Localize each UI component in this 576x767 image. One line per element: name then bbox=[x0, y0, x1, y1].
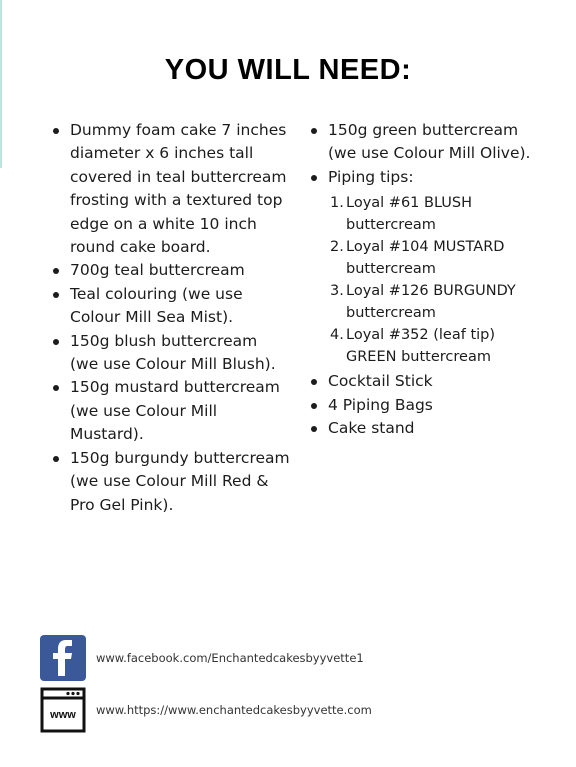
list-item: 150g blush buttercream (we use Colour Mill Blush). bbox=[50, 330, 290, 377]
tip-number: 3. bbox=[330, 283, 344, 300]
piping-tips-list bbox=[328, 193, 548, 368]
list-item: 700g teal buttercream bbox=[50, 259, 290, 282]
list-item: Cocktail Stick bbox=[308, 370, 548, 393]
tip-item bbox=[328, 325, 548, 368]
www-browser-icon[interactable] bbox=[40, 687, 86, 733]
tip-text: Loyal #61 BLUSH buttercream bbox=[346, 195, 473, 233]
list-item: 150g green buttercream (we use Colour Mill Olive). bbox=[308, 119, 548, 166]
tip-number: 2. bbox=[330, 239, 344, 256]
list-item: Cake stand bbox=[308, 417, 548, 440]
list-item: Dummy foam cake 7 inches diameter x 6 inches tall covered in teal buttercream frosting with a textured top edge on a white 10 inch round cake board. bbox=[50, 119, 290, 259]
tip-text: Loyal #352 (leaf tip) GREEN buttercream bbox=[346, 327, 496, 365]
left-item-list bbox=[50, 119, 290, 517]
piping-tips-label: Piping tips: bbox=[328, 167, 414, 186]
website-link[interactable]: www.https://www.enchantedcakesbyyvette.com bbox=[96, 703, 372, 717]
tip-item bbox=[328, 193, 548, 236]
website-row bbox=[40, 687, 372, 733]
tip-item bbox=[328, 237, 548, 280]
tip-number: 4. bbox=[330, 327, 344, 344]
tip-item bbox=[328, 281, 548, 324]
list-item: 150g mustard buttercream (we use Colour Mill Mustard). bbox=[50, 376, 290, 446]
list-item: 4 Piping Bags bbox=[308, 394, 548, 417]
tip-number: 1. bbox=[330, 195, 344, 212]
facebook-row bbox=[40, 635, 364, 681]
list-item: 150g burgundy buttercream (we use Colour Mill Red & Pro Gel Pink). bbox=[50, 447, 290, 517]
right-item-list bbox=[308, 119, 548, 440]
left-column bbox=[50, 119, 290, 517]
list-item-piping-tips bbox=[308, 166, 548, 368]
facebook-link[interactable]: www.facebook.com/Enchantedcakesbyyvette1 bbox=[96, 651, 364, 665]
tip-text: Loyal #126 BURGUNDY buttercream bbox=[346, 283, 516, 321]
page-title: YOU WILL NEED: bbox=[164, 54, 412, 86]
tip-text: Loyal #104 MUSTARD buttercream bbox=[346, 239, 505, 277]
right-column bbox=[308, 119, 548, 440]
www-icon-label: www bbox=[50, 709, 76, 721]
facebook-icon[interactable] bbox=[40, 635, 86, 681]
list-item: Teal colouring (we use Colour Mill Sea Mist). bbox=[50, 283, 290, 330]
